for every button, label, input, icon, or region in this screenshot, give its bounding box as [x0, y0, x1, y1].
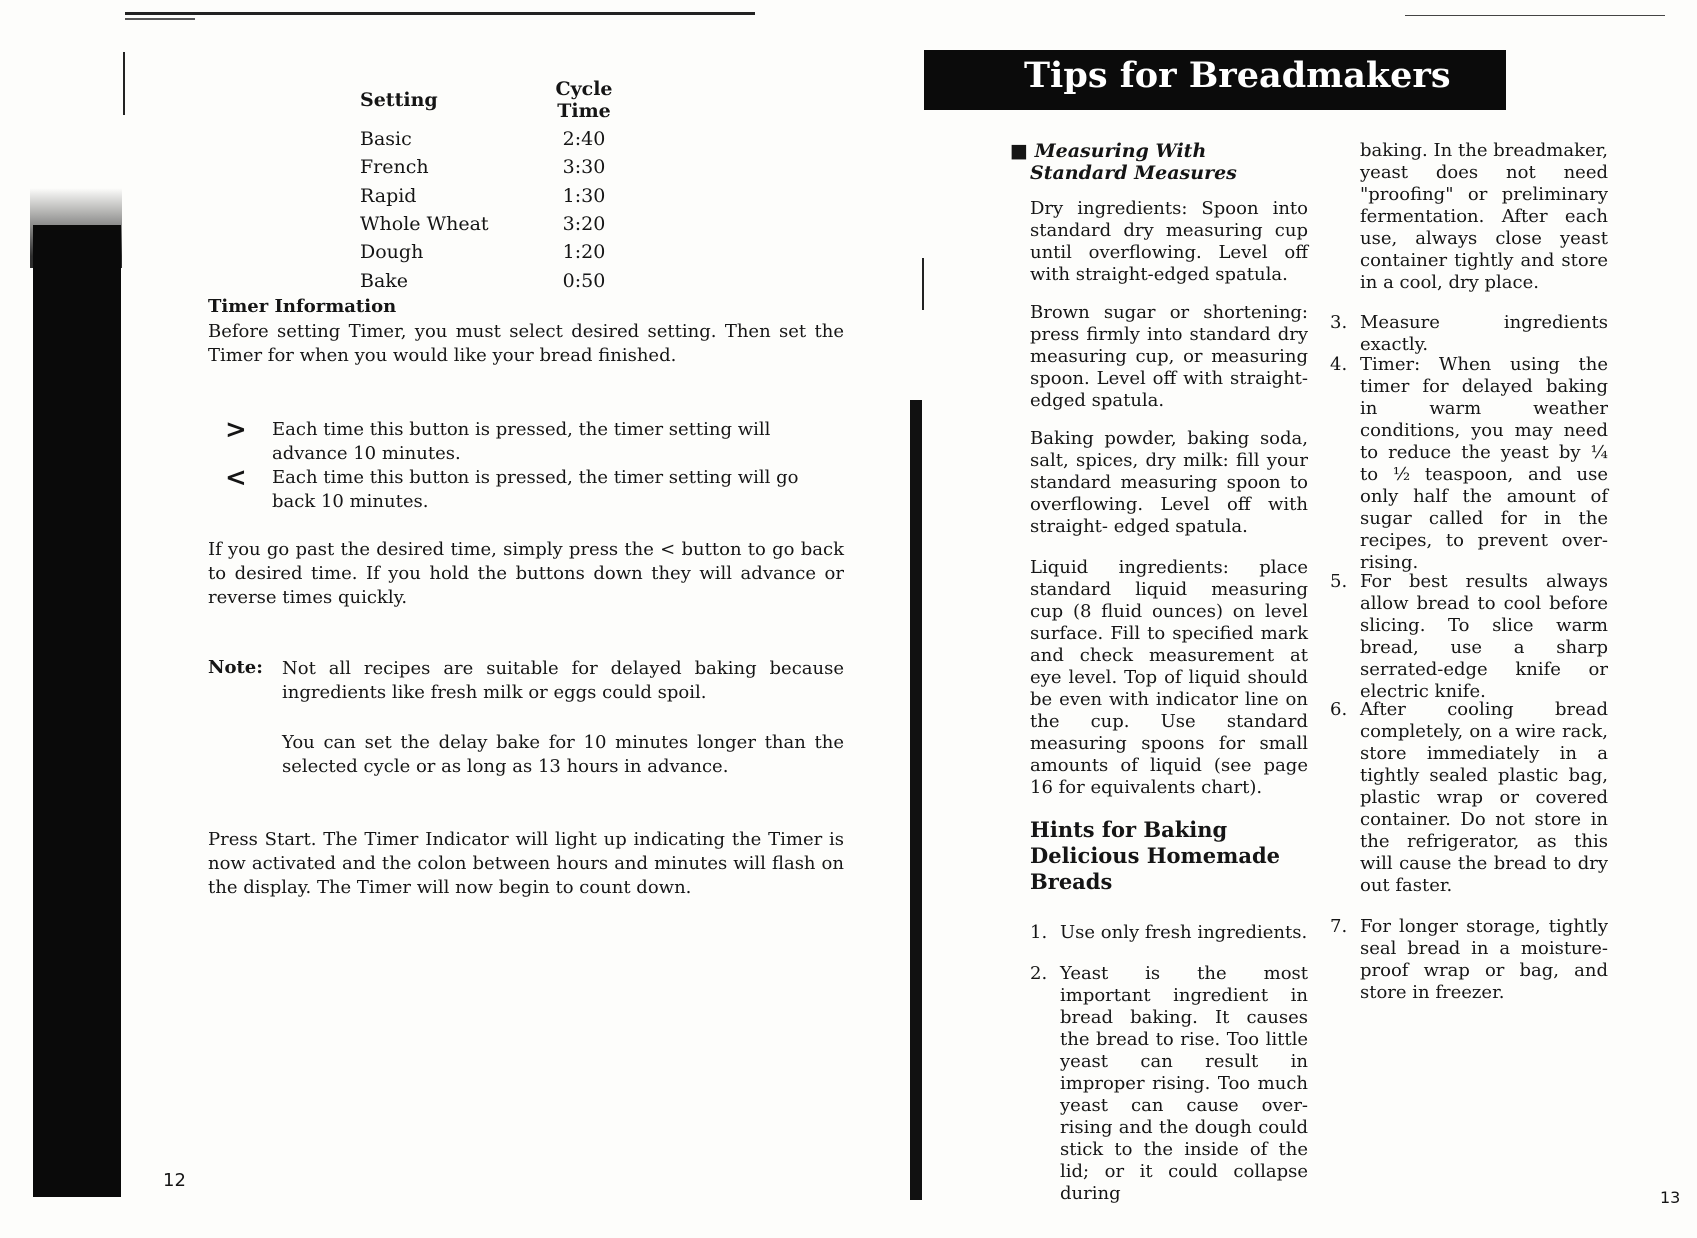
- binding-shadow-center: [910, 400, 922, 1200]
- hints-heading-line1: Hints for Baking: [1030, 817, 1228, 842]
- cycle-time-cell: 1:30: [562, 184, 606, 207]
- timer-intro: Before setting Timer, you must select desired setting. Then set the Timer for when you would like your bread finished.: [208, 321, 844, 366]
- item-number: 6.: [1330, 699, 1348, 720]
- scan-rule-top-left-shadow: [125, 18, 195, 20]
- note-text: Not all recipes are suitable for delayed baking because ingredients like fresh milk or eggs could spoil.: [282, 658, 844, 703]
- item-text: Timer: When using the timer for delayed baking in warm weather conditions, you may need to reduce the yeast by ¼ to ½ teaspoon, and use only half the amount of sugar called for in the recipes, to prevent over-rising.: [1360, 354, 1608, 573]
- list-item: [1330, 699, 1608, 897]
- table-row: [360, 182, 640, 210]
- dry-ingredients-paragraph: Dry ingredients: Spoon into standard dry measuring cup until overflowing. Level off with straight-edged spatula.: [1030, 198, 1308, 285]
- table-row: [360, 210, 640, 238]
- measuring-heading-text1: Measuring With: [1034, 140, 1207, 162]
- past-time-paragraph: If you go past the desired time, simply press the < button to go back to desired time. If you hold the buttons down they will advance or reverse times quickly.: [208, 539, 844, 608]
- item-2-continued: baking. In the breadmaker, yeast does not need "proofing" or preliminary fermentation. After each use, always close yeast container tightly and store in a cool, dry place.: [1360, 140, 1608, 293]
- item-text: After cooling bread completely, on a wire rack, store immediately in a tightly sealed plastic bag, plastic wrap or covered container. Do not store in the refrigerator, as this will cause the bread to dry out faster.: [1360, 699, 1608, 896]
- press-start-paragraph: Press Start. The Timer Indicator will light up indicating the Timer is now activated and the colon between hours and minutes will flash on the display. The Timer will now begin to count down.: [208, 829, 844, 898]
- square-bullet-icon: ■: [1010, 140, 1035, 162]
- table-row: [360, 125, 640, 153]
- hints-heading-line3: Breads: [1030, 869, 1113, 894]
- item-number: 7.: [1330, 916, 1348, 937]
- back-button-description: [225, 463, 845, 514]
- liquid-ingredients-paragraph: Liquid ingredients: place standard liquid measuring cup (8 fluid ounces) on level surface. Fill to specified mark and check measurement at eye level. Top of liquid should be even with indicator line on the cup. Use standard measuring spoons for small amounts of liquid (see page 16 for equivalents chart).: [1030, 557, 1308, 798]
- cycle-time-cell: 2:40: [562, 128, 606, 151]
- timer-heading: Timer Information: [208, 296, 397, 317]
- list-item: [1030, 963, 1308, 1205]
- cycle-time-cell: 3:20: [562, 213, 606, 236]
- setting-cell: French: [360, 156, 429, 179]
- scan-rule-top-left: [125, 12, 755, 15]
- list-item: [1330, 571, 1608, 703]
- item-number: 5.: [1330, 571, 1348, 592]
- item-number: 4.: [1330, 354, 1348, 375]
- cycle-time-cell: 3:30: [562, 156, 606, 179]
- item-number: 3.: [1330, 312, 1348, 333]
- table-row: [360, 266, 640, 294]
- back-arrow-icon: <: [225, 463, 247, 493]
- note-block: [208, 657, 844, 705]
- page-title: Tips for Breadmakers: [1024, 55, 1451, 96]
- table-row: [360, 238, 640, 266]
- measuring-heading-line2: Standard Measures: [1030, 162, 1237, 184]
- table-row: [360, 153, 640, 181]
- setting-cell: Bake: [360, 269, 409, 292]
- item-number: 1.: [1030, 922, 1048, 943]
- settings-table: [360, 78, 640, 295]
- setting-cell: Rapid: [360, 184, 417, 207]
- page-number-right: 13: [1660, 1188, 1681, 1207]
- scan-mark-center: [922, 258, 924, 310]
- scan-rule-left: [123, 52, 125, 115]
- page-number-left: 12: [163, 1170, 186, 1191]
- baking-powder-paragraph: Baking powder, baking soda, salt, spices, dry milk: fill your standard measuring spoon to overflowing. Level off with straight- edged spatula.: [1030, 428, 1308, 537]
- list-item: [1330, 354, 1608, 574]
- back-description-text: Each time this button is pressed, the timer setting will go back 10 minutes.: [272, 467, 799, 512]
- item-text: For longer storage, tightly seal bread in a moisture-proof wrap or bag, and store in freezer.: [1360, 916, 1608, 1003]
- scan-rule-top-right: [1405, 15, 1665, 16]
- header-setting: Setting: [360, 89, 438, 111]
- delay-bake-paragraph: You can set the delay bake for 10 minutes longer than the selected cycle or as long as 13 hours in advance.: [282, 732, 844, 777]
- setting-cell: Basic: [360, 128, 412, 151]
- advance-arrow-icon: >: [225, 415, 247, 445]
- cycle-time-cell: 0:50: [562, 269, 606, 292]
- cycle-time-cell: 1:20: [562, 241, 606, 264]
- item-text: Yeast is the most important ingredient in bread baking. It causes the bread to rise. Too little yeast can result in improper rising. Too much yeast can cause over-rising and the dough could stick to the inside of the lid; or it could collapse during: [1060, 963, 1308, 1204]
- list-item: [1330, 916, 1608, 1004]
- header-cycle-time: Cycle Time: [555, 78, 613, 122]
- item-text: Measure ingredients exactly.: [1360, 312, 1608, 355]
- item-number: 2.: [1030, 963, 1048, 984]
- advance-button-description: [225, 415, 845, 466]
- list-item: [1330, 312, 1608, 356]
- advance-description-text: Each time this button is pressed, the timer setting will advance 10 minutes.: [272, 419, 771, 464]
- brown-sugar-paragraph: Brown sugar or shortening: press firmly into standard dry measuring cup, or measuring spoon. Level off with straight-edged spatula.: [1030, 302, 1308, 411]
- measuring-heading: [1010, 140, 1308, 184]
- hints-heading: [1030, 817, 1308, 895]
- binding-shadow-left: [33, 225, 121, 1197]
- setting-cell: Whole Wheat: [360, 213, 489, 236]
- table-header-row: [360, 78, 640, 125]
- item-text: Use only fresh ingredients.: [1060, 922, 1308, 943]
- list-item: [1030, 922, 1308, 944]
- setting-cell: Dough: [360, 241, 424, 264]
- note-label: Note:: [208, 657, 263, 678]
- item-text: For best results always allow bread to cool before slicing. To slice warm bread, use a sharp serrated-edge knife or electric knife.: [1360, 571, 1608, 702]
- hints-heading-line2: Delicious Homemade: [1030, 843, 1281, 868]
- measuring-heading-line1: [1010, 140, 1308, 162]
